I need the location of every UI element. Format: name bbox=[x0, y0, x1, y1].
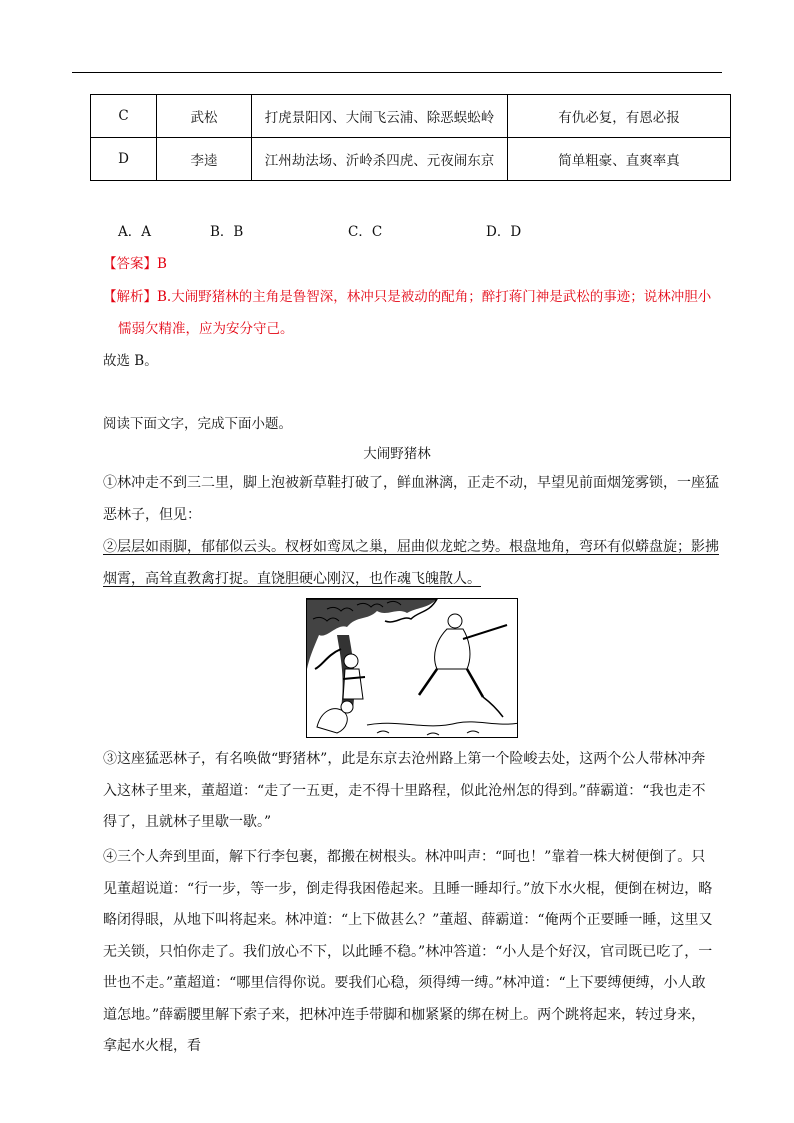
option-d: D．D bbox=[486, 224, 522, 240]
paragraph-2 bbox=[103, 532, 719, 595]
paragraph-4 bbox=[103, 842, 719, 1063]
paragraph-2-text: ②层层如雨脚，郁郁似云头。杈枒如鸾凤之巢，屈曲似龙蛇之势。根盘地角，弯环有似蟒盘旋；影拂烟霄，高耸直教禽打捉。直饶胆硬心刚汉，也作魂飞魄散人。 bbox=[103, 539, 719, 587]
table-cell: 武松 bbox=[157, 95, 252, 138]
table-cell: C bbox=[91, 95, 157, 138]
option-c: C．C bbox=[348, 224, 383, 240]
paragraph-1-text: ①林冲走不到三二里，脚上泡被新草鞋打破了，鲜血淋漓，正走不动，早望见前面烟笼雾锁，一座猛恶林子，但见： bbox=[103, 475, 719, 523]
instruction-line: 阅读下面文字，完成下面小题。 bbox=[103, 416, 292, 432]
analysis-line-1: 【解析】B.大闹野猪林的主角是鲁智深，林冲只是被动的配角；醉打蒋门神是武松的事迹；说林冲胆小 bbox=[103, 289, 712, 305]
table-cell: 李逵 bbox=[157, 138, 252, 181]
table-cell: 有仇必复，有恩必报 bbox=[508, 95, 731, 138]
table-cell: 简单粗豪、直爽率真 bbox=[508, 138, 731, 181]
woodcut-illustration bbox=[306, 598, 518, 738]
table-row bbox=[91, 138, 731, 181]
table-cell: 江州劫法场、沂岭杀四虎、元夜闹东京 bbox=[252, 138, 508, 181]
table-cell: 打虎景阳冈、大闹飞云浦、除恶蜈蚣岭 bbox=[252, 95, 508, 138]
paragraph-3 bbox=[103, 744, 719, 839]
conclusion-line: 故选 B。 bbox=[103, 353, 158, 369]
paragraph-3-text: ③这座猛恶林子，有名唤做“野猪林”，此是东京去沧州路上第一个险峻去处，这两个公人带林冲奔入这林子里来，董超道：“走了一五更，走不得十里路程，似此沧州怎的得到。”薛霸道：“我也走不得了，且就林子里歇一歇。” bbox=[103, 751, 706, 830]
answer-line: 【答案】B bbox=[103, 256, 167, 272]
passage-title: 大闹野猪林 bbox=[363, 446, 431, 462]
table-cell: D bbox=[91, 138, 157, 181]
option-a: A．A bbox=[118, 224, 151, 240]
header-rule bbox=[72, 72, 722, 73]
analysis-line-2: 懦弱欠精准，应为安分守己。 bbox=[118, 321, 294, 337]
table-row bbox=[91, 95, 731, 138]
illustration-drawing bbox=[307, 599, 518, 738]
option-b: B．B bbox=[210, 224, 244, 240]
paragraph-1 bbox=[103, 468, 719, 531]
question-table bbox=[90, 94, 731, 181]
paragraph-4-text: ④三个人奔到里面，解下行李包裹，都搬在树根头。林冲叫声：“呵也！”靠着一株大树便倒了。只见董超说道：“行一步，等一步，倒走得我困倦起来。且睡一睡却行。”放下水火棍，便倒在树边，略略闭得眼，从地下叫将起来。林冲道：“上下做甚么？”董超、薛霸道：“俺两个正要睡一睡，这里又无关锁，只怕你走了。我们放心不下，以此睡不稳。”林冲答道：“小人是个好汉，官司既已吃了，一世也不走。”董超道：“哪里信得你说。要我们心稳，须得缚一缚。”林冲道：“上下要缚便缚，小人敢道怎地。”薛霸腰里解下索子来，把林冲连手带脚和枷紧紧的绑在树上。两个跳将起来，转过身来，拿起水火棍，看 bbox=[103, 849, 713, 1054]
